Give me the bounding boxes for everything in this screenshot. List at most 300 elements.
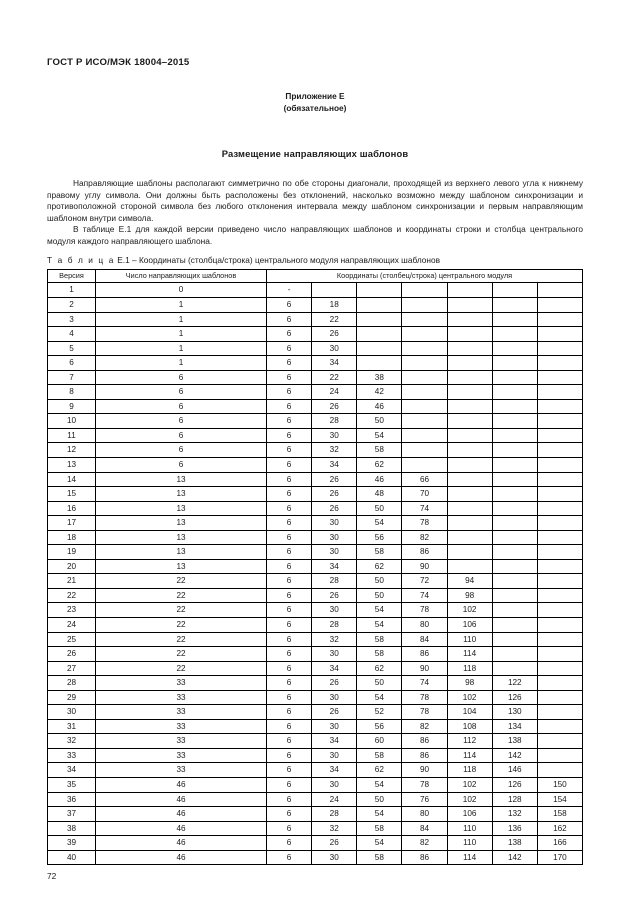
cell-coordinate: 86 — [402, 850, 447, 865]
cell-coordinate — [537, 632, 582, 647]
cell-coordinate: 166 — [537, 836, 582, 851]
cell-pattern-count: 22 — [96, 574, 267, 589]
cell-version: 17 — [48, 516, 96, 531]
table-row — [48, 414, 583, 429]
cell-coordinate: 58 — [357, 443, 402, 458]
cell-version: 40 — [48, 850, 96, 865]
cell-coordinate — [537, 428, 582, 443]
cell-coordinate: 6 — [267, 588, 312, 603]
cell-coordinate — [492, 559, 537, 574]
cell-coordinate: 70 — [402, 487, 447, 502]
cell-coordinate: 54 — [357, 807, 402, 822]
cell-version: 19 — [48, 545, 96, 560]
cell-coordinate: 6 — [267, 617, 312, 632]
cell-coordinate: 6 — [267, 836, 312, 851]
cell-version: 3 — [48, 312, 96, 327]
cell-coordinate: 6 — [267, 312, 312, 327]
cell-coordinate: 86 — [402, 647, 447, 662]
table-row — [48, 661, 583, 676]
cell-coordinate — [447, 385, 492, 400]
cell-version: 13 — [48, 457, 96, 472]
cell-coordinate: 28 — [312, 807, 357, 822]
cell-pattern-count: 13 — [96, 559, 267, 574]
table-row — [48, 705, 583, 720]
cell-coordinate: 6 — [267, 821, 312, 836]
cell-coordinate: 54 — [357, 516, 402, 531]
cell-coordinate — [537, 472, 582, 487]
cell-pattern-count: 33 — [96, 705, 267, 720]
table-row — [48, 443, 583, 458]
cell-coordinate — [402, 414, 447, 429]
cell-coordinate — [537, 705, 582, 720]
cell-coordinate: 126 — [492, 690, 537, 705]
cell-coordinate: 30 — [312, 690, 357, 705]
cell-coordinate: 6 — [267, 778, 312, 793]
table-row — [48, 850, 583, 865]
cell-coordinate — [492, 487, 537, 502]
table-row — [48, 836, 583, 851]
cell-version: 27 — [48, 661, 96, 676]
cell-coordinate: 138 — [492, 836, 537, 851]
cell-pattern-count: 22 — [96, 588, 267, 603]
cell-pattern-count: 1 — [96, 341, 267, 356]
cell-coordinate: 6 — [267, 661, 312, 676]
cell-pattern-count: 33 — [96, 676, 267, 691]
cell-coordinate — [447, 487, 492, 502]
table-row — [48, 603, 583, 618]
cell-coordinate: 22 — [312, 312, 357, 327]
cell-pattern-count: 6 — [96, 414, 267, 429]
column-header-version: Версия — [48, 270, 96, 283]
cell-coordinate: 50 — [357, 792, 402, 807]
table-row — [48, 530, 583, 545]
table-row — [48, 778, 583, 793]
cell-coordinate: 50 — [357, 676, 402, 691]
cell-coordinate: 158 — [537, 807, 582, 822]
cell-version: 14 — [48, 472, 96, 487]
cell-coordinate: 6 — [267, 559, 312, 574]
cell-coordinate — [492, 661, 537, 676]
table-row — [48, 399, 583, 414]
table-row — [48, 792, 583, 807]
cell-coordinate — [447, 472, 492, 487]
cell-version: 16 — [48, 501, 96, 516]
cell-coordinate: 58 — [357, 748, 402, 763]
column-header-count: Число направляющих шаблонов — [96, 270, 267, 283]
cell-coordinate — [537, 559, 582, 574]
cell-coordinate: 6 — [267, 676, 312, 691]
cell-coordinate: 74 — [402, 501, 447, 516]
cell-coordinate: 146 — [492, 763, 537, 778]
cell-coordinate: 102 — [447, 690, 492, 705]
cell-coordinate: 114 — [447, 748, 492, 763]
cell-version: 9 — [48, 399, 96, 414]
cell-coordinate: 110 — [447, 821, 492, 836]
cell-coordinate: 58 — [357, 647, 402, 662]
cell-version: 36 — [48, 792, 96, 807]
cell-coordinate: 86 — [402, 734, 447, 749]
cell-version: 25 — [48, 632, 96, 647]
cell-coordinate: 32 — [312, 821, 357, 836]
cell-coordinate: 76 — [402, 792, 447, 807]
table-row — [48, 821, 583, 836]
cell-coordinate — [447, 457, 492, 472]
cell-coordinate — [537, 574, 582, 589]
cell-coordinate: 54 — [357, 603, 402, 618]
alignment-pattern-table — [47, 269, 583, 865]
cell-coordinate — [492, 327, 537, 342]
cell-coordinate — [537, 545, 582, 560]
cell-coordinate: 6 — [267, 603, 312, 618]
cell-coordinate — [402, 327, 447, 342]
cell-pattern-count: 46 — [96, 821, 267, 836]
body-text-block — [47, 178, 583, 247]
cell-pattern-count: 22 — [96, 647, 267, 662]
cell-coordinate: 118 — [447, 661, 492, 676]
cell-version: 7 — [48, 370, 96, 385]
cell-coordinate — [402, 443, 447, 458]
cell-coordinate: 6 — [267, 705, 312, 720]
cell-coordinate — [537, 763, 582, 778]
cell-pattern-count: 1 — [96, 297, 267, 312]
cell-pattern-count: 22 — [96, 661, 267, 676]
cell-pattern-count: 6 — [96, 428, 267, 443]
cell-coordinate — [492, 501, 537, 516]
cell-pattern-count: 33 — [96, 719, 267, 734]
cell-coordinate: 80 — [402, 617, 447, 632]
cell-coordinate: 58 — [357, 632, 402, 647]
cell-coordinate: 58 — [357, 545, 402, 560]
cell-coordinate — [537, 356, 582, 371]
cell-coordinate: 98 — [447, 676, 492, 691]
cell-version: 39 — [48, 836, 96, 851]
cell-coordinate: 90 — [402, 559, 447, 574]
cell-version: 33 — [48, 748, 96, 763]
cell-coordinate: 6 — [267, 574, 312, 589]
cell-coordinate: 82 — [402, 719, 447, 734]
cell-coordinate — [537, 341, 582, 356]
cell-version: 26 — [48, 647, 96, 662]
cell-coordinate — [537, 399, 582, 414]
cell-coordinate: 138 — [492, 734, 537, 749]
cell-coordinate — [447, 428, 492, 443]
cell-coordinate: 142 — [492, 850, 537, 865]
cell-coordinate — [447, 297, 492, 312]
cell-coordinate: 46 — [357, 399, 402, 414]
cell-coordinate — [492, 574, 537, 589]
cell-coordinate: 30 — [312, 778, 357, 793]
cell-pattern-count: 22 — [96, 603, 267, 618]
cell-coordinate: 28 — [312, 574, 357, 589]
cell-version: 30 — [48, 705, 96, 720]
paragraph-2: В таблице Е.1 для каждой версии приведено число направляющих шаблонов и координаты строки и столбца центрального модуля каждого направляющего шаблона. — [47, 224, 583, 246]
cell-coordinate: 78 — [402, 603, 447, 618]
cell-pattern-count: 1 — [96, 356, 267, 371]
cell-version: 24 — [48, 617, 96, 632]
cell-coordinate — [447, 443, 492, 458]
cell-coordinate: 30 — [312, 341, 357, 356]
cell-coordinate: 154 — [537, 792, 582, 807]
cell-coordinate — [492, 457, 537, 472]
cell-version: 2 — [48, 297, 96, 312]
cell-coordinate: 118 — [447, 763, 492, 778]
table-row — [48, 719, 583, 734]
cell-coordinate — [492, 356, 537, 371]
cell-coordinate — [447, 327, 492, 342]
cell-coordinate — [492, 283, 537, 298]
cell-pattern-count: 6 — [96, 443, 267, 458]
cell-coordinate — [492, 530, 537, 545]
cell-coordinate: 132 — [492, 807, 537, 822]
cell-coordinate — [402, 370, 447, 385]
cell-coordinate — [492, 617, 537, 632]
table-row — [48, 516, 583, 531]
cell-version: 8 — [48, 385, 96, 400]
cell-pattern-count: 46 — [96, 850, 267, 865]
cell-coordinate: 6 — [267, 807, 312, 822]
cell-coordinate: 86 — [402, 748, 447, 763]
table-caption-prefix: Т а б л и ц а — [47, 255, 115, 265]
cell-coordinate: 54 — [357, 690, 402, 705]
cell-coordinate: 38 — [357, 370, 402, 385]
cell-coordinate: 30 — [312, 545, 357, 560]
cell-coordinate — [537, 588, 582, 603]
cell-coordinate — [447, 399, 492, 414]
cell-coordinate: 32 — [312, 443, 357, 458]
cell-coordinate — [537, 297, 582, 312]
cell-coordinate: 72 — [402, 574, 447, 589]
cell-version: 18 — [48, 530, 96, 545]
cell-version: 38 — [48, 821, 96, 836]
cell-pattern-count: 1 — [96, 312, 267, 327]
cell-coordinate: 6 — [267, 545, 312, 560]
cell-coordinate — [447, 501, 492, 516]
cell-coordinate: 106 — [447, 617, 492, 632]
cell-version: 34 — [48, 763, 96, 778]
cell-coordinate — [447, 545, 492, 560]
cell-coordinate — [447, 312, 492, 327]
cell-coordinate: 58 — [357, 850, 402, 865]
cell-coordinate: 74 — [402, 676, 447, 691]
cell-coordinate: 98 — [447, 588, 492, 603]
cell-coordinate: 94 — [447, 574, 492, 589]
cell-version: 5 — [48, 341, 96, 356]
cell-coordinate: 42 — [357, 385, 402, 400]
cell-coordinate: 50 — [357, 574, 402, 589]
cell-coordinate: 134 — [492, 719, 537, 734]
cell-coordinate — [537, 647, 582, 662]
cell-coordinate: 6 — [267, 530, 312, 545]
table-row — [48, 807, 583, 822]
cell-coordinate — [492, 516, 537, 531]
table-row — [48, 472, 583, 487]
cell-coordinate: 102 — [447, 792, 492, 807]
cell-coordinate — [402, 385, 447, 400]
table-row — [48, 341, 583, 356]
table-body — [48, 283, 583, 865]
cell-coordinate: 30 — [312, 603, 357, 618]
cell-version: 15 — [48, 487, 96, 502]
cell-coordinate: 102 — [447, 603, 492, 618]
cell-coordinate: 170 — [537, 850, 582, 865]
cell-coordinate: 50 — [357, 501, 402, 516]
cell-version: 35 — [48, 778, 96, 793]
cell-coordinate — [537, 327, 582, 342]
cell-coordinate — [537, 487, 582, 502]
cell-coordinate: 26 — [312, 588, 357, 603]
cell-pattern-count: 1 — [96, 327, 267, 342]
cell-version: 20 — [48, 559, 96, 574]
cell-coordinate — [537, 283, 582, 298]
table-row — [48, 734, 583, 749]
cell-coordinate: 6 — [267, 516, 312, 531]
cell-coordinate — [402, 428, 447, 443]
cell-pattern-count: 22 — [96, 632, 267, 647]
cell-coordinate: 78 — [402, 705, 447, 720]
cell-coordinate — [492, 603, 537, 618]
cell-coordinate — [537, 676, 582, 691]
table-head — [48, 270, 583, 283]
cell-coordinate: 30 — [312, 530, 357, 545]
cell-coordinate — [357, 312, 402, 327]
cell-coordinate: 162 — [537, 821, 582, 836]
paragraph-1: Направляющие шаблоны располагают симметрично по обе стороны диагонали, проходящей из верхнего левого угла к нижнему правому углу символа. Они должны быть расположены без отклонений, насколько возможно между шаблоном синхронизации и противоположной стороной символа без любого отклонения интервала между шаблоном синхронизации и первым направляющим шаблоном внутри символа. — [47, 178, 583, 223]
cell-coordinate: 58 — [357, 821, 402, 836]
cell-coordinate: 22 — [312, 370, 357, 385]
table-row — [48, 763, 583, 778]
cell-coordinate: 110 — [447, 632, 492, 647]
cell-version: 1 — [48, 283, 96, 298]
cell-coordinate: 60 — [357, 734, 402, 749]
cell-pattern-count: 13 — [96, 545, 267, 560]
cell-version: 32 — [48, 734, 96, 749]
cell-coordinate: 6 — [267, 457, 312, 472]
table-row — [48, 370, 583, 385]
cell-pattern-count: 33 — [96, 763, 267, 778]
cell-coordinate: 48 — [357, 487, 402, 502]
cell-coordinate — [447, 370, 492, 385]
cell-pattern-count: 33 — [96, 690, 267, 705]
table-row — [48, 297, 583, 312]
cell-coordinate: 26 — [312, 472, 357, 487]
cell-coordinate: 122 — [492, 676, 537, 691]
cell-coordinate — [402, 341, 447, 356]
table-row — [48, 559, 583, 574]
cell-coordinate — [447, 559, 492, 574]
cell-version: 28 — [48, 676, 96, 691]
cell-coordinate: 28 — [312, 414, 357, 429]
cell-pattern-count: 13 — [96, 487, 267, 502]
cell-coordinate: 34 — [312, 559, 357, 574]
cell-coordinate: 90 — [402, 661, 447, 676]
table-row — [48, 487, 583, 502]
cell-coordinate — [537, 617, 582, 632]
cell-coordinate: 6 — [267, 297, 312, 312]
cell-coordinate: 6 — [267, 719, 312, 734]
cell-pattern-count: 33 — [96, 734, 267, 749]
cell-pattern-count: 6 — [96, 370, 267, 385]
cell-coordinate — [492, 647, 537, 662]
cell-coordinate: 62 — [357, 559, 402, 574]
cell-pattern-count: 6 — [96, 385, 267, 400]
cell-coordinate — [447, 341, 492, 356]
cell-coordinate — [537, 312, 582, 327]
cell-coordinate — [492, 588, 537, 603]
cell-version: 6 — [48, 356, 96, 371]
cell-coordinate — [447, 516, 492, 531]
cell-coordinate: 28 — [312, 617, 357, 632]
cell-coordinate: 34 — [312, 661, 357, 676]
cell-coordinate: 26 — [312, 705, 357, 720]
cell-version: 23 — [48, 603, 96, 618]
cell-coordinate: 6 — [267, 472, 312, 487]
cell-coordinate — [447, 283, 492, 298]
cell-version: 12 — [48, 443, 96, 458]
cell-coordinate: 126 — [492, 778, 537, 793]
cell-pattern-count: 13 — [96, 516, 267, 531]
cell-coordinate: 30 — [312, 719, 357, 734]
cell-coordinate: 130 — [492, 705, 537, 720]
cell-coordinate — [402, 283, 447, 298]
cell-version: 37 — [48, 807, 96, 822]
cell-coordinate — [492, 399, 537, 414]
cell-coordinate: 6 — [267, 501, 312, 516]
cell-coordinate: 84 — [402, 821, 447, 836]
cell-coordinate: 78 — [402, 690, 447, 705]
cell-pattern-count: 0 — [96, 283, 267, 298]
cell-coordinate — [357, 356, 402, 371]
cell-coordinate: 6 — [267, 385, 312, 400]
table-row — [48, 428, 583, 443]
cell-coordinate: 84 — [402, 632, 447, 647]
cell-coordinate — [447, 530, 492, 545]
table-row — [48, 356, 583, 371]
cell-coordinate: 6 — [267, 792, 312, 807]
cell-coordinate: 102 — [447, 778, 492, 793]
cell-coordinate: 112 — [447, 734, 492, 749]
cell-coordinate — [447, 356, 492, 371]
table-row — [48, 545, 583, 560]
cell-coordinate — [492, 297, 537, 312]
cell-coordinate: 34 — [312, 356, 357, 371]
table-row — [48, 327, 583, 342]
cell-coordinate — [537, 719, 582, 734]
cell-coordinate: 34 — [312, 734, 357, 749]
cell-coordinate: 46 — [357, 472, 402, 487]
cell-coordinate — [357, 341, 402, 356]
cell-coordinate: 26 — [312, 501, 357, 516]
cell-coordinate — [492, 428, 537, 443]
cell-coordinate — [492, 385, 537, 400]
cell-coordinate — [402, 356, 447, 371]
cell-coordinate: 6 — [267, 341, 312, 356]
cell-coordinate: 34 — [312, 457, 357, 472]
cell-coordinate — [537, 501, 582, 516]
cell-coordinate: 78 — [402, 516, 447, 531]
page-title: Размещение направляющих шаблонов — [221, 148, 409, 159]
cell-coordinate — [537, 690, 582, 705]
cell-pattern-count: 46 — [96, 792, 267, 807]
cell-coordinate: 26 — [312, 327, 357, 342]
cell-coordinate: 26 — [312, 399, 357, 414]
cell-coordinate: 52 — [357, 705, 402, 720]
cell-version: 11 — [48, 428, 96, 443]
table-caption-text: Координаты (столбца/строка) центрального модуля направляющих шаблонов — [138, 255, 440, 265]
column-header-coordinates: Координаты (столбец/строка) центрального модуля — [267, 270, 583, 283]
cell-coordinate: 6 — [267, 734, 312, 749]
cell-coordinate: 90 — [402, 763, 447, 778]
cell-coordinate: 30 — [312, 516, 357, 531]
